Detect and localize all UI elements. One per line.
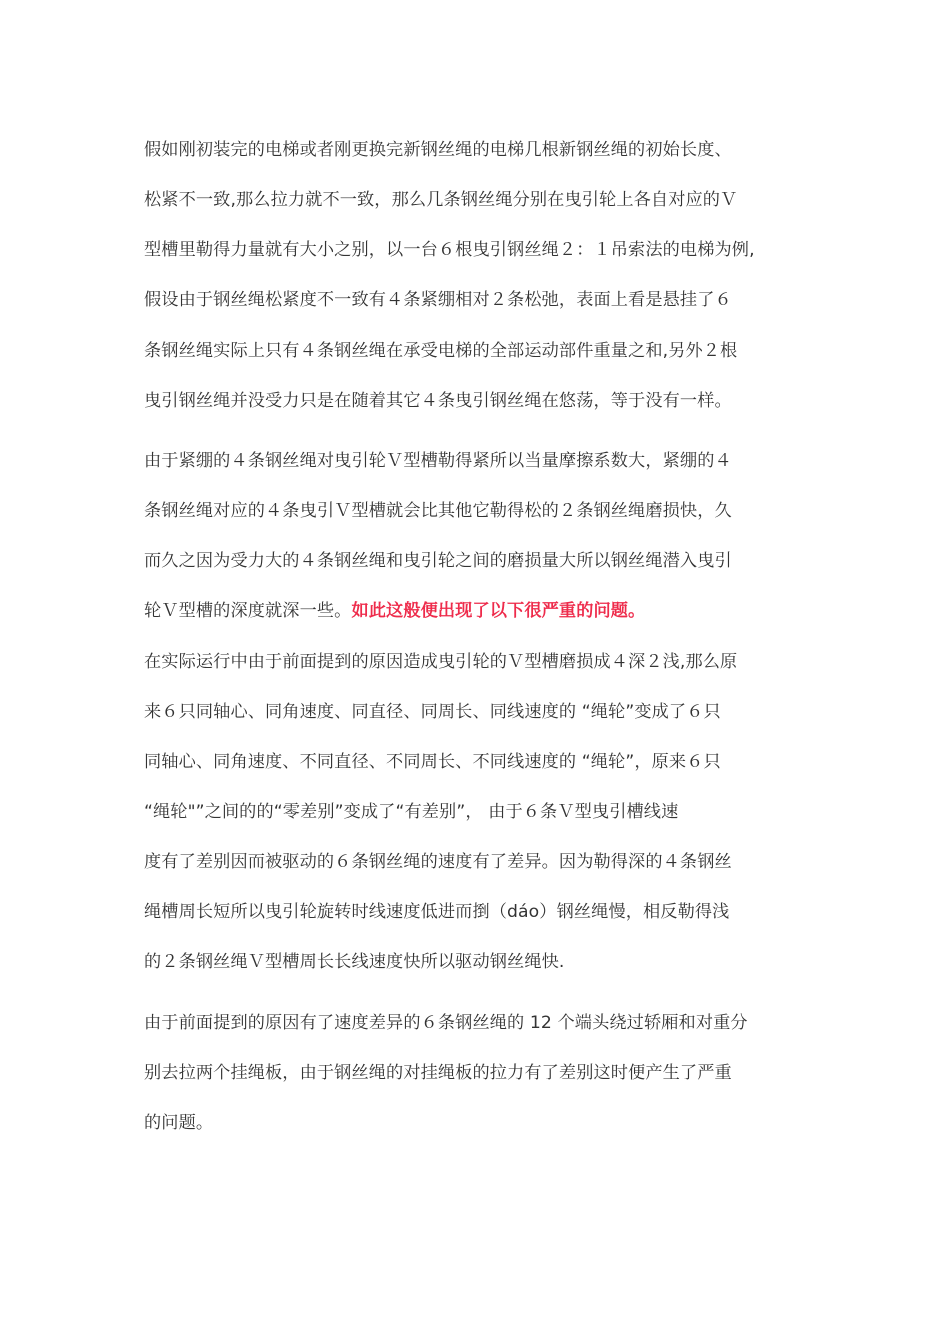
- text-line: 条钢丝绳对应的４条曳引Ｖ型槽就会比其他它勒得松的２条钢丝绳磨损快，久: [144, 501, 732, 521]
- text-line: 型槽里勒得力量就有大小之别，以一台６根曳引钢丝绳２：１吊索法的电梯为例,: [144, 240, 755, 260]
- text-line: 条钢丝绳实际上只有４条钢丝绳在承受电梯的全部运动部件重量之和,另外２根: [144, 341, 738, 361]
- text-line: 在实际运行中由于前面提到的原因造成曳引轮的Ｖ型槽磨损成４深２浅,那么原: [144, 652, 738, 672]
- text-line: 松紧不一致,那么拉力就不一致，那么几条钢丝绳分别在曳引轮上各自对应的Ｖ: [144, 190, 738, 210]
- text-line: 的２条钢丝绳Ｖ型槽周长长线速度快所以驱动钢丝绳快.: [144, 952, 565, 972]
- text-line: 同轴心、同角速度、不同直径、不同周长、不同线速度的 “绳轮”，原来６只: [144, 752, 721, 772]
- text-line: 而久之因为受力大的４条钢丝绳和曳引轮之间的磨损量大所以钢丝绳潜入曳引: [144, 551, 732, 571]
- text-line: 度有了差别因而被驱动的６条钢丝绳的速度有了差异。因为勒得深的４条钢丝: [144, 852, 732, 872]
- text-line: 由于紧绷的４条钢丝绳对曳引轮Ｖ型槽勒得紧所以当量摩擦系数大，紧绷的４: [144, 451, 732, 471]
- text-line: 别去拉两个挂绳板，由于钢丝绳的对挂绳板的拉力有了差别这时便产生了严重: [144, 1063, 732, 1083]
- text-line: 由于前面提到的原因有了速度差异的６条钢丝绳的 12 个端头绕过轿厢和对重分: [144, 1013, 748, 1033]
- text-line: 来６只同轴心、同角速度、同直径、同周长、同线速度的 “绳轮”变成了６只: [144, 702, 721, 722]
- text-line-with-emphasis: [144, 599, 645, 623]
- emphasis-text: 如此这般便出现了以下很严重的问题。: [351, 601, 646, 621]
- text-line: 绳槽周长短所以曳引轮旋转时线速度低进而捯（dáo）钢丝绳慢，相反勒得浅: [144, 902, 730, 922]
- text-segment: 轮Ｖ型槽的深度就深一些。: [144, 601, 352, 621]
- text-line: 曳引钢丝绳并没受力只是在随着其它４条曳引钢丝绳在悠荡，等于没有一样。: [144, 391, 732, 411]
- text-line: “绳轮"”之间的的“零差别”变成了“有差别”， 由于６条Ｖ型曳引槽线速: [144, 802, 679, 822]
- text-line: 假设由于钢丝绳松紧度不一致有４条紧绷相对２条松弛，表面上看是悬挂了６: [144, 290, 732, 310]
- text-line: 假如刚初装完的电梯或者刚更换完新钢丝绳的电梯几根新钢丝绳的初始长度、: [144, 140, 732, 160]
- text-line: 的问题。: [144, 1113, 214, 1133]
